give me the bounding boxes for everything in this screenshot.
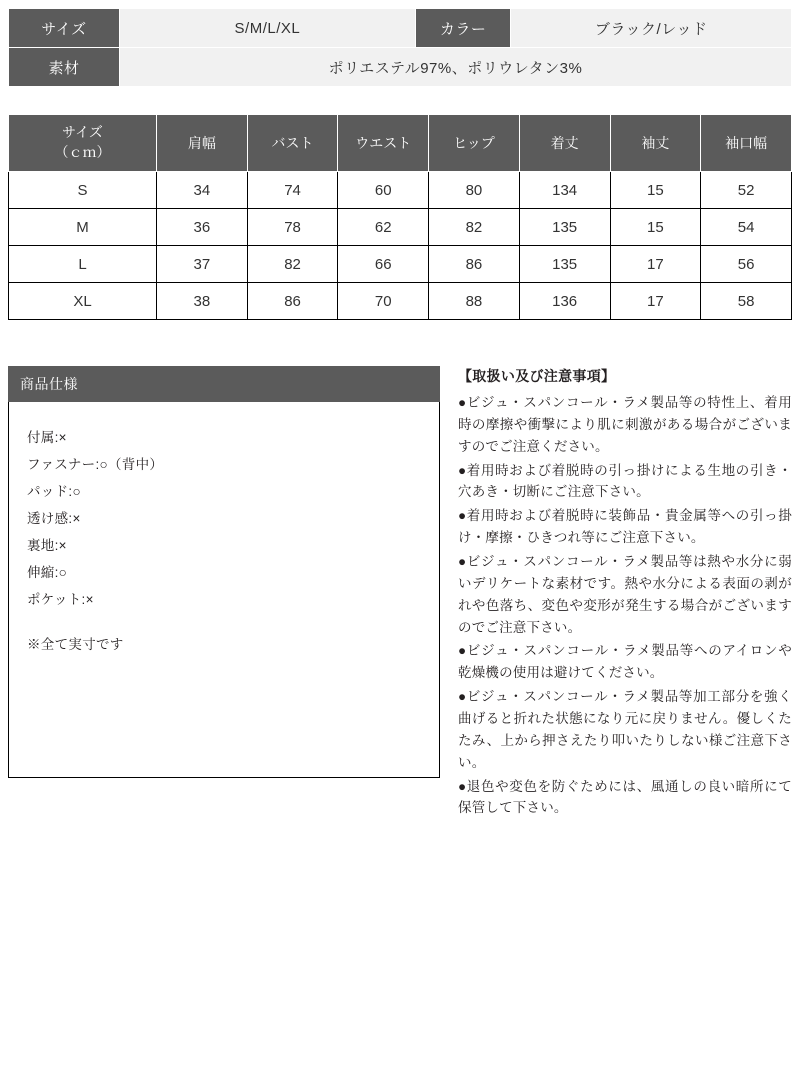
spec-label-color: カラー xyxy=(415,9,510,48)
care-instructions-list xyxy=(458,392,792,819)
table-header-row xyxy=(9,115,792,172)
size-chart-cell: M xyxy=(9,209,157,246)
spec-value-size: S/M/L/XL xyxy=(119,9,415,48)
size-chart-cell: 135 xyxy=(519,246,610,283)
table-row xyxy=(9,246,792,283)
table-row xyxy=(9,9,792,48)
size-chart-cell: 37 xyxy=(156,246,247,283)
size-chart-cell: 82 xyxy=(247,246,338,283)
product-detail-page xyxy=(0,8,800,1075)
size-chart-header-hip: ヒップ xyxy=(429,115,520,172)
size-chart-header-bust: バスト xyxy=(247,115,338,172)
spec-line-zipper: ファスナー:○（背中） xyxy=(27,457,164,472)
size-chart-header-waist: ウエスト xyxy=(338,115,429,172)
size-chart-header-cuff: 袖口幅 xyxy=(701,115,792,172)
care-item: ●着用時および着脱時に装飾品・貴金属等への引っ掛け・摩擦・ひきつれ等にご注意下さい。 xyxy=(458,508,792,546)
size-chart-cell: 86 xyxy=(247,283,338,320)
table-row xyxy=(9,283,792,320)
size-chart-cell: 60 xyxy=(338,172,429,209)
size-chart-cell: 66 xyxy=(338,246,429,283)
size-chart-cell: 38 xyxy=(156,283,247,320)
size-chart-cell: 78 xyxy=(247,209,338,246)
size-chart-cell: 54 xyxy=(701,209,792,246)
bottom-panels xyxy=(8,366,792,821)
size-chart-cell: 70 xyxy=(338,283,429,320)
size-chart-cell: 134 xyxy=(519,172,610,209)
size-chart-cell: 86 xyxy=(429,246,520,283)
size-chart-cell: 56 xyxy=(701,246,792,283)
size-chart-header-size-line1: サイズ xyxy=(62,124,103,141)
size-chart-cell: 36 xyxy=(156,209,247,246)
care-instructions-panel xyxy=(450,366,792,821)
size-chart-header-sleeve: 袖丈 xyxy=(610,115,701,172)
size-chart-cell: L xyxy=(9,246,157,283)
size-chart-header-shoulder: 肩幅 xyxy=(156,115,247,172)
spec-line-pocket: ポケット:× xyxy=(27,592,94,607)
size-chart-table xyxy=(8,114,792,320)
size-chart-wrapper xyxy=(8,114,792,320)
size-chart-cell: 17 xyxy=(610,283,701,320)
size-chart-cell: 17 xyxy=(610,246,701,283)
size-chart-header-size xyxy=(9,115,157,172)
size-chart-cell: 136 xyxy=(519,283,610,320)
care-item: ●ビジュ・スパンコール・ラメ製品等へのアイロンや乾燥機の使用は避けてください。 xyxy=(458,643,792,681)
spec-label-material: 素材 xyxy=(9,48,120,87)
size-chart-cell: 34 xyxy=(156,172,247,209)
product-spec-panel xyxy=(8,366,440,821)
size-chart-cell: 88 xyxy=(429,283,520,320)
size-chart-cell: 58 xyxy=(701,283,792,320)
table-row xyxy=(9,48,792,87)
size-chart-cell: 80 xyxy=(429,172,520,209)
product-spec-panel-body xyxy=(8,402,440,778)
size-chart-header-length: 着丈 xyxy=(519,115,610,172)
table-row xyxy=(9,172,792,209)
spec-line-lining: 裏地:× xyxy=(27,538,67,553)
product-spec-table xyxy=(8,8,792,87)
spec-note: ※全て実寸です xyxy=(27,637,124,652)
size-chart-cell: 74 xyxy=(247,172,338,209)
spec-line-accessory: 付属:× xyxy=(27,430,67,445)
product-spec-panel-title: 商品仕様 xyxy=(8,366,440,402)
care-item: ●ビジュ・スパンコール・ラメ製品等は熱や水分に弱いデリケートな素材です。熱や水分による表面の剥がれや色落ち、変色や変形が発生する場合がございますのでご注意下さい。 xyxy=(458,554,792,635)
spacer xyxy=(27,613,421,631)
spec-value-color: ブラック/レッド xyxy=(511,9,792,48)
care-instructions-title: 【取扱い及び注意事項】 xyxy=(458,368,616,384)
spec-line-pad: パッド:○ xyxy=(27,484,81,499)
spec-label-size: サイズ xyxy=(9,9,120,48)
care-item: ●ビジュ・スパンコール・ラメ製品等の特性上、着用時の摩擦や衝撃により肌に刺激がある場合がございますのでご注意ください。 xyxy=(458,395,792,454)
care-item: ●着用時および着脱時の引っ掛けによる生地の引き・穴あき・切断にご注意下さい。 xyxy=(458,462,792,500)
size-chart-cell: 52 xyxy=(701,172,792,209)
size-chart-cell: 82 xyxy=(429,209,520,246)
spec-line-stretch: 伸縮:○ xyxy=(27,565,68,580)
care-item: ●ビジュ・スパンコール・ラメ製品等加工部分を強く曲げると折れた状態になり元に戻りません。優しくたたみ、上から押さえたり叩いたりしない様ご注意下さい。 xyxy=(458,689,792,770)
spec-line-sheerness: 透け感:× xyxy=(27,511,81,526)
size-chart-cell: 62 xyxy=(338,209,429,246)
size-chart-cell: 15 xyxy=(610,172,701,209)
spec-value-material: ポリエステル97%、ポリウレタン3% xyxy=(119,48,791,87)
table-row xyxy=(9,209,792,246)
size-chart-header-size-line2: （ｃｍ） xyxy=(54,144,111,160)
size-chart-cell: XL xyxy=(9,283,157,320)
size-chart-cell: S xyxy=(9,172,157,209)
size-chart-cell: 15 xyxy=(610,209,701,246)
care-item: ●退色や変色を防ぐためには、風通しの良い暗所にて保管して下さい。 xyxy=(458,778,792,816)
size-chart-cell: 135 xyxy=(519,209,610,246)
